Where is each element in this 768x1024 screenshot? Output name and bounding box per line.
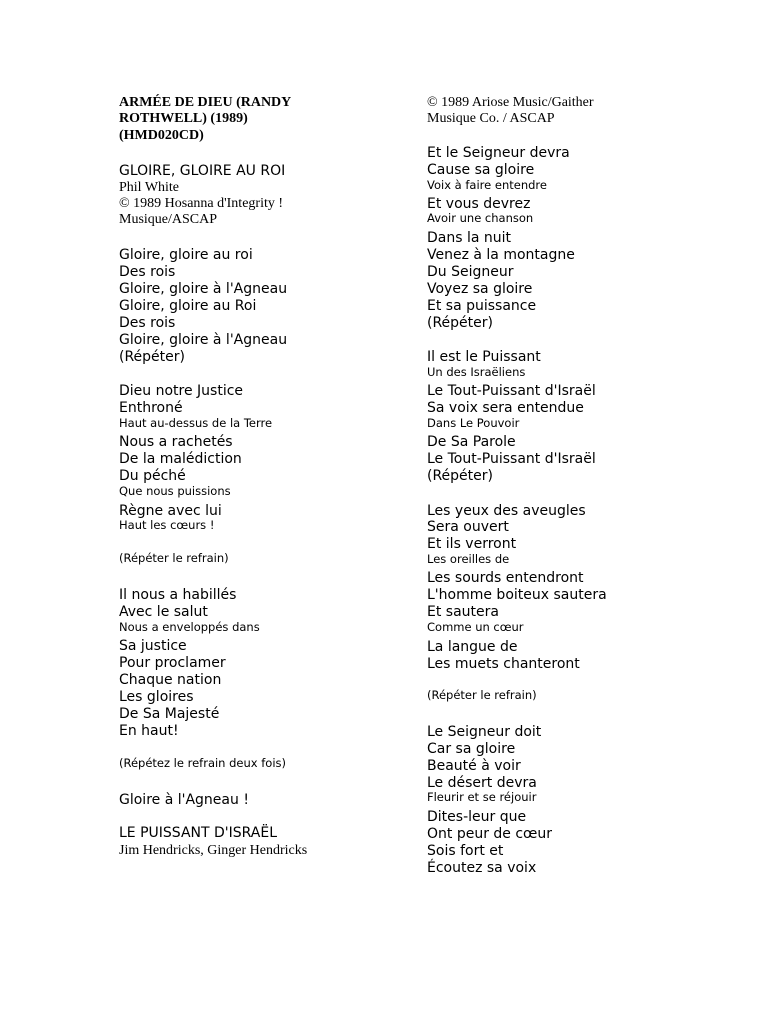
left-line: Sa justice: [119, 638, 187, 654]
right-line: Car sa gloire: [427, 741, 516, 757]
right-line: Dans la nuit: [427, 230, 512, 246]
left-line: Nous a rachetés: [119, 434, 233, 450]
right-line: Cause sa gloire: [427, 162, 535, 178]
right-line: Sa voix sera entendue: [427, 400, 584, 416]
left-line: Règne avec lui: [119, 503, 222, 519]
right-line: Les muets chanteront: [427, 656, 580, 672]
right-line: Et sa puissance: [427, 298, 537, 314]
right-line: Et ils verront: [427, 536, 517, 552]
left-line: GLOIRE, GLOIRE AU ROI: [119, 163, 286, 179]
left-line: ARMÉE DE DIEU (RANDY: [119, 95, 292, 110]
left-line: Il nous a habillés: [119, 587, 237, 603]
right-line: Les oreilles de: [427, 552, 510, 566]
left-line: LE PUISSANT D'ISRAËL: [119, 825, 278, 841]
right-line: Le désert devra: [427, 775, 537, 791]
right-line: Le Tout-Puissant d'Israël: [427, 451, 596, 467]
right-line: Comme un cœur: [427, 620, 524, 634]
left-line: Des rois: [119, 264, 176, 280]
right-line: Et vous devrez: [427, 196, 531, 212]
right-line: L'homme boiteux sautera: [427, 587, 607, 603]
left-line: Gloire, gloire à l'Agneau: [119, 281, 288, 297]
left-line: Avec le salut: [119, 604, 208, 620]
left-line: © 1989 Hosanna d'Integrity !: [119, 196, 284, 211]
right-line: Voix à faire entendre: [427, 178, 547, 192]
right-line: (Répéter): [427, 315, 493, 331]
right-line: Beauté à voir: [427, 758, 521, 774]
left-line: Du péché: [119, 468, 186, 484]
left-line: Gloire, gloire à l'Agneau: [119, 332, 288, 348]
right-line: Voyez sa gloire: [427, 281, 533, 297]
left-line: Gloire à l'Agneau !: [119, 792, 249, 808]
left-line: Pour proclamer: [119, 655, 226, 671]
right-line: Sois fort et: [427, 843, 504, 859]
right-line: Les yeux des aveugles: [427, 503, 586, 519]
left-line: De la malédiction: [119, 451, 242, 467]
right-line: Sera ouvert: [427, 519, 509, 535]
left-line: Jim Hendricks, Ginger Hendricks: [119, 843, 308, 858]
right-line: La langue de: [427, 639, 518, 655]
left-line: (Répéter le refrain): [119, 551, 229, 565]
right-line: Musique Co. / ASCAP: [427, 111, 555, 126]
right-line: (Répéter le refrain): [427, 688, 537, 702]
right-line: Un des Israëliens: [427, 365, 526, 379]
left-line: Haut les cœurs !: [119, 518, 215, 532]
left-line: Enthroné: [119, 400, 183, 416]
left-line: Haut au-dessus de la Terre: [119, 416, 273, 430]
right-line: Ont peur de cœur: [427, 826, 553, 842]
left-line: Gloire, gloire au Roi: [119, 298, 257, 314]
right-line: Venez à la montagne: [427, 247, 575, 263]
right-line: Le Tout-Puissant d'Israël: [427, 383, 596, 399]
right-line: Le Seigneur doit: [427, 724, 542, 740]
left-line: Chaque nation: [119, 672, 222, 688]
right-line: Avoir une chanson: [427, 211, 534, 225]
right-line: (Répéter): [427, 468, 493, 484]
left-line: ROTHWELL) (1989): [119, 111, 248, 126]
left-line: Musique/ASCAP: [119, 212, 218, 227]
right-line: Et sautera: [427, 604, 499, 620]
left-line: (Répéter): [119, 349, 185, 365]
right-line: Du Seigneur: [427, 264, 514, 280]
left-line: De Sa Majesté: [119, 706, 220, 722]
right-line: Fleurir et se réjouir: [427, 790, 537, 804]
right-line: Dans Le Pouvoir: [427, 416, 520, 430]
left-line: Que nous puissions: [119, 484, 231, 498]
right-line: Il est le Puissant: [427, 349, 541, 365]
left-line: En haut!: [119, 723, 179, 739]
left-line: (HMD020CD): [119, 128, 204, 143]
left-line: Nous a enveloppés dans: [119, 620, 260, 634]
right-line: © 1989 Ariose Music/Gaither: [427, 95, 594, 110]
left-line: Des rois: [119, 315, 176, 331]
right-line: Écoutez sa voix: [427, 860, 537, 876]
left-line: Dieu notre Justice: [119, 383, 244, 399]
left-line: Gloire, gloire au roi: [119, 247, 253, 263]
left-line: Les gloires: [119, 689, 194, 705]
right-line: Les sourds entendront: [427, 570, 584, 586]
right-line: Dites-leur que: [427, 809, 527, 825]
left-line: Phil White: [119, 180, 180, 195]
left-line: (Répétez le refrain deux fois): [119, 756, 287, 770]
right-line: Et le Seigneur devra: [427, 145, 570, 161]
right-line: De Sa Parole: [427, 434, 516, 450]
